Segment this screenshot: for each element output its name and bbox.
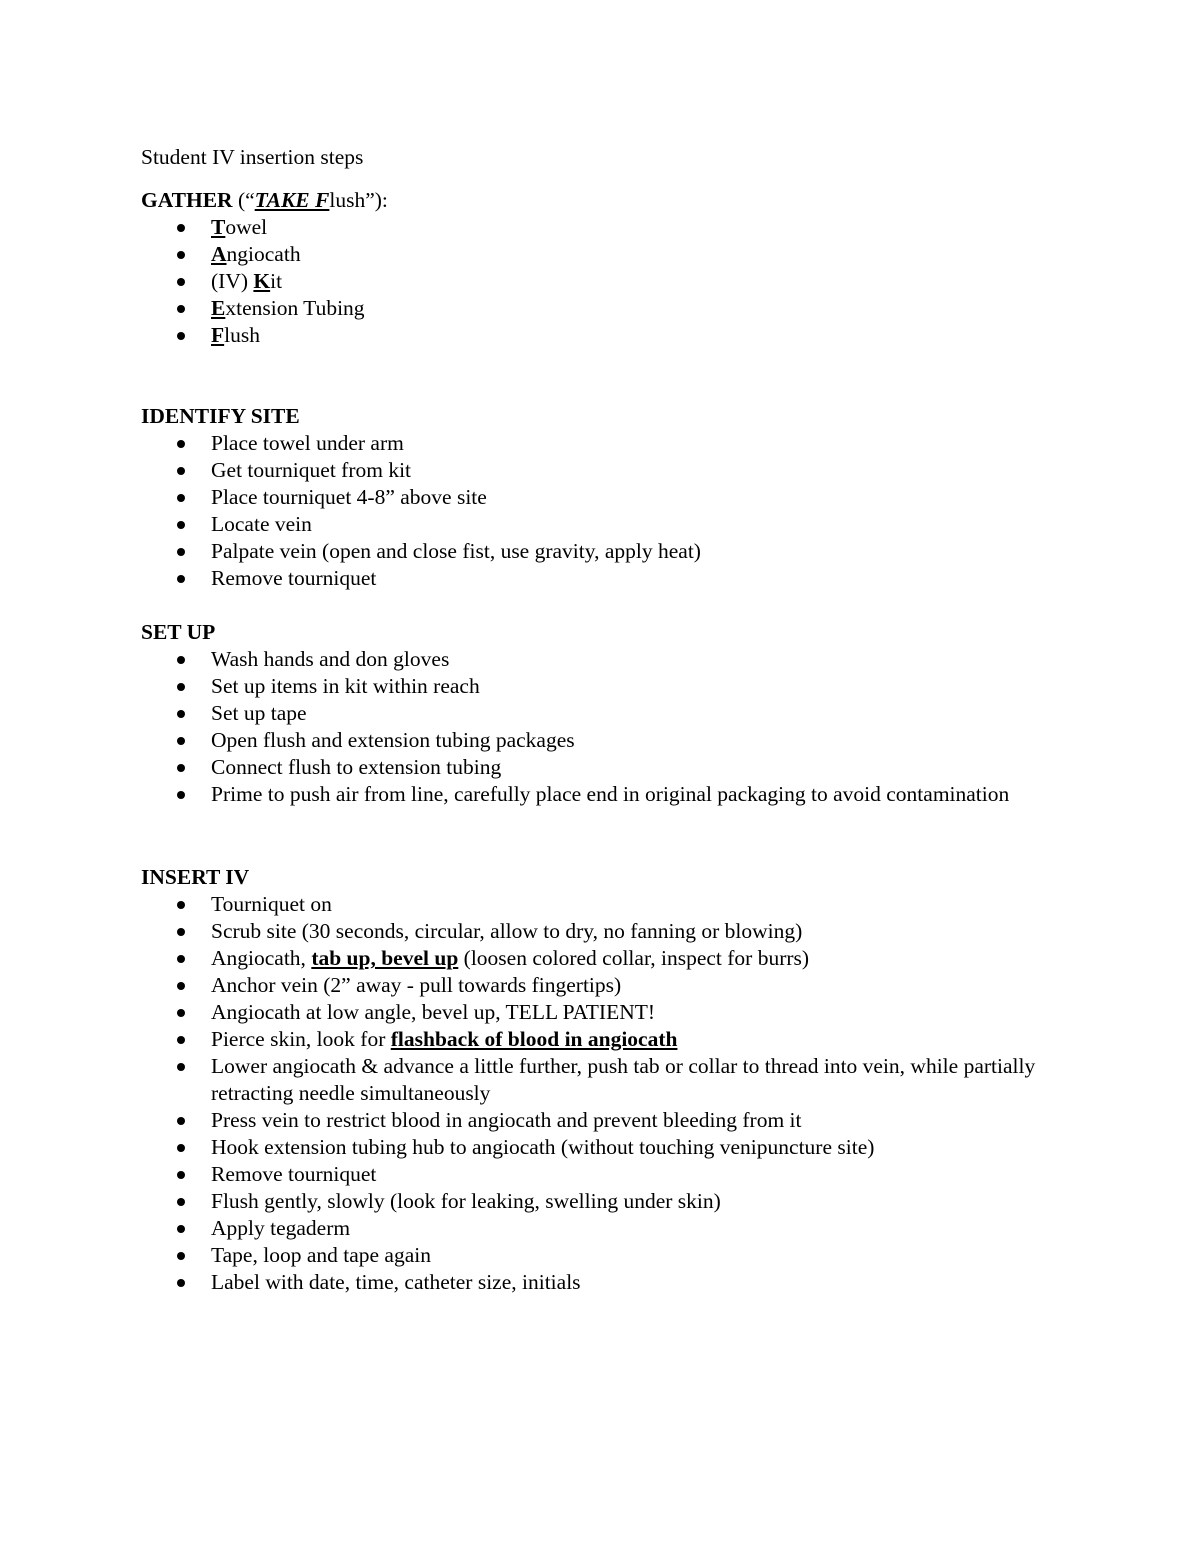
item-text-before: Pierce skin, look for bbox=[211, 1027, 391, 1051]
list-item: Label with date, time, catheter size, initials bbox=[141, 1269, 1101, 1296]
list-item: Place towel under arm bbox=[141, 430, 1101, 457]
insert-iv-heading: INSERT IV bbox=[141, 865, 250, 889]
list-item: Flush gently, slowly (look for leaking, swelling under skin) bbox=[141, 1188, 1101, 1215]
item-rest: it bbox=[270, 269, 283, 293]
list-item: Anchor vein (2” away - pull towards fingertips) bbox=[141, 972, 1101, 999]
list-item: Connect flush to extension tubing bbox=[141, 754, 1101, 781]
list-item: Place tourniquet 4-8” above site bbox=[141, 484, 1101, 511]
gather-section bbox=[141, 187, 1101, 349]
insert-iv-section bbox=[141, 864, 1101, 1296]
list-item: Palpate vein (open and close fist, use gravity, apply heat) bbox=[141, 538, 1101, 565]
list-item: Apply tegaderm bbox=[141, 1215, 1101, 1242]
list-item: Remove tourniquet bbox=[141, 1161, 1101, 1188]
set-up-heading: SET UP bbox=[141, 620, 216, 644]
item-key-letter: T bbox=[211, 215, 226, 239]
insert-iv-list bbox=[141, 891, 1101, 1296]
document-title: Student IV insertion steps bbox=[141, 145, 364, 169]
list-item: Set up tape bbox=[141, 700, 1101, 727]
list-item: Tourniquet on bbox=[141, 891, 1101, 918]
item-key-letter: F bbox=[211, 323, 225, 347]
list-item: Hook extension tubing hub to angiocath (without touching venipuncture site) bbox=[141, 1134, 1101, 1161]
item-prefix: (IV) bbox=[211, 269, 254, 293]
list-item bbox=[141, 1026, 1101, 1053]
gather-item-angiocath bbox=[141, 241, 1101, 268]
item-emphasis: tab up, bevel up bbox=[311, 946, 459, 970]
gather-item-kit bbox=[141, 268, 1101, 295]
gather-list bbox=[141, 214, 1101, 349]
item-text-before: Angiocath, bbox=[211, 946, 312, 970]
item-rest: lush bbox=[224, 323, 260, 347]
list-item: Remove tourniquet bbox=[141, 565, 1101, 592]
item-emphasis: flashback of blood in angiocath bbox=[390, 1027, 678, 1051]
gather-heading-label: GATHER bbox=[141, 188, 233, 212]
list-item: Wash hands and don gloves bbox=[141, 646, 1101, 673]
list-item: Lower angiocath & advance a little further, push tab or collar to thread into vein, while partially retracting needle simultaneously bbox=[141, 1053, 1051, 1107]
set-up-list bbox=[141, 646, 1101, 808]
list-item: Press vein to restrict blood in angiocath and prevent bleeding from it bbox=[141, 1107, 1101, 1134]
gather-item-flush bbox=[141, 322, 1101, 349]
gather-item-towel bbox=[141, 214, 1101, 241]
gather-mnemonic: TAKE F bbox=[254, 188, 330, 212]
item-key-letter: A bbox=[211, 242, 227, 266]
list-item: Angiocath at low angle, bevel up, TELL PATIENT! bbox=[141, 999, 1101, 1026]
identify-site-list bbox=[141, 430, 1101, 592]
item-rest: owel bbox=[225, 215, 268, 239]
list-item: Get tourniquet from kit bbox=[141, 457, 1101, 484]
gather-quote-open: (“ bbox=[232, 188, 255, 212]
list-item bbox=[141, 945, 1101, 972]
list-item: Tape, loop and tape again bbox=[141, 1242, 1101, 1269]
item-text-after: (loosen colored collar, inspect for burrs) bbox=[458, 946, 810, 970]
list-item: Prime to push air from line, carefully place end in original packaging to avoid contamination bbox=[141, 781, 1051, 808]
gather-heading bbox=[141, 187, 1101, 214]
item-rest: xtension Tubing bbox=[225, 296, 365, 320]
set-up-section bbox=[141, 619, 1101, 808]
list-item: Locate vein bbox=[141, 511, 1101, 538]
gather-quote-rest: lush”): bbox=[329, 188, 388, 212]
identify-site-heading: IDENTIFY SITE bbox=[141, 404, 300, 428]
gather-item-extension-tubing bbox=[141, 295, 1101, 322]
item-key-letter: E bbox=[211, 296, 226, 320]
identify-site-section bbox=[141, 403, 1101, 592]
list-item: Set up items in kit within reach bbox=[141, 673, 1101, 700]
list-item: Scrub site (30 seconds, circular, allow to dry, no fanning or blowing) bbox=[141, 918, 1101, 945]
item-rest: ngiocath bbox=[226, 242, 301, 266]
item-key-letter: K bbox=[253, 269, 271, 293]
list-item: Open flush and extension tubing packages bbox=[141, 727, 1101, 754]
